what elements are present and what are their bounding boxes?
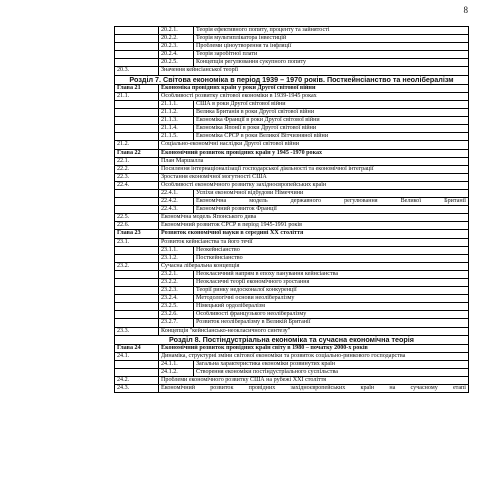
- toc-row: [115, 67, 469, 75]
- section-row: [115, 75, 469, 84]
- item-title: Економічний розвиток провідних західноєвропейських країн на сучасному етапі: [159, 385, 469, 393]
- spacer-cell: [115, 59, 159, 67]
- spacer-cell: [115, 133, 159, 141]
- chapter-number: Глава 21: [115, 84, 159, 92]
- item-number: 24.3.: [115, 385, 159, 393]
- toc-row: [115, 59, 469, 67]
- subitem-title: Посткейнсіанство: [194, 254, 469, 262]
- subitem-number: 21.1.5.: [159, 133, 194, 141]
- toc-row: [115, 198, 469, 206]
- subitem-number: 23.2.3.: [159, 287, 194, 295]
- item-number: 23.3.: [115, 327, 159, 335]
- toc-row: [115, 361, 469, 369]
- subitem-number: 23.2.2.: [159, 279, 194, 287]
- spacer-cell: [115, 319, 159, 327]
- spacer-cell: [115, 27, 159, 35]
- chapter-title: Економічний розвиток провідних країн у 1945 -1970 роках: [159, 149, 469, 157]
- toc-row: [115, 100, 469, 108]
- subitem-title: Німецький ордолібералізм: [194, 303, 469, 311]
- spacer-cell: [115, 206, 159, 214]
- subitem-title: Створення економіки постіндустріального суспільства: [194, 369, 469, 377]
- toc-row: [115, 117, 469, 125]
- subitem-title: Теорії ринку недосконалої конкуренції: [194, 287, 469, 295]
- item-number: 24.2.: [115, 377, 159, 385]
- subitem-title: Неокейнсіанство: [194, 246, 469, 254]
- spacer-cell: [115, 311, 159, 319]
- spacer-cell: [115, 189, 159, 197]
- item-title: Особливості розвитку світової економіки в 1939-1945 роках: [159, 92, 469, 100]
- item-number: 22.1.: [115, 157, 159, 165]
- toc-row: [115, 35, 469, 43]
- subitem-number: 23.2.1.: [159, 270, 194, 278]
- toc-row: [115, 254, 469, 262]
- toc-row: [115, 165, 469, 173]
- toc-row: [115, 327, 469, 335]
- item-title: Концепція "кейнсіансько-неокласичного синтезу": [159, 327, 469, 335]
- subitem-number: 24.1.1.: [159, 361, 194, 369]
- toc-row: [115, 385, 469, 393]
- toc-row: [115, 43, 469, 51]
- subitem-number: 20.2.2.: [159, 35, 194, 43]
- item-title: Сучасна ліберальна концепція: [159, 262, 469, 270]
- toc-row: [115, 173, 469, 181]
- spacer-cell: [115, 51, 159, 59]
- chapter-row: [115, 149, 469, 157]
- subitem-title: Економіка СРСР в роки Великої Вітчизняної війни: [194, 133, 469, 141]
- toc-row: [115, 206, 469, 214]
- chapter-title: Економіка провідних країн у роки Другої світової війни: [159, 84, 469, 92]
- toc-row: [115, 238, 469, 246]
- spacer-cell: [115, 117, 159, 125]
- spacer-cell: [115, 198, 159, 206]
- item-number: 23.1.: [115, 238, 159, 246]
- toc-row: [115, 262, 469, 270]
- subitem-title: Велика Британія в роки Другої світової війни: [194, 109, 469, 117]
- chapter-row: [115, 230, 469, 238]
- toc-row: [115, 295, 469, 303]
- subitem-number: 22.4.2.: [159, 198, 194, 206]
- chapter-number: Глава 22: [115, 149, 159, 157]
- chapter-number: Глава 24: [115, 344, 159, 352]
- section-title: Розділ 7. Світова економіка в період 1939 – 1970 років. Посткейнсіанство та неолібералізм: [115, 75, 469, 84]
- subitem-title: Проблеми ціноутворення та інфляції: [194, 43, 469, 51]
- toc-row: [115, 287, 469, 295]
- subitem-number: 23.1.1.: [159, 246, 194, 254]
- item-title: Проблеми економічного розвитку США на рубежі XXI століття: [159, 377, 469, 385]
- subitem-number: 23.2.5.: [159, 303, 194, 311]
- item-title: Зростання економічної могутності США: [159, 173, 469, 181]
- subitem-title: Концепція регулювання сукупного попиту: [194, 59, 469, 67]
- subitem-title: Економічний розвиток Франції: [194, 206, 469, 214]
- item-title: План Маршалла: [159, 157, 469, 165]
- toc-row: [115, 246, 469, 254]
- toc-row: [115, 51, 469, 59]
- subitem-number: 24.1.2.: [159, 369, 194, 377]
- item-title: Економічна модель Японського дива: [159, 214, 469, 222]
- item-number: 22.4.: [115, 181, 159, 189]
- subitem-title: Методологічні основи неолібералізму: [194, 295, 469, 303]
- toc-row: [115, 222, 469, 230]
- subitem-number: 21.1.1.: [159, 100, 194, 108]
- toc-row: [115, 319, 469, 327]
- spacer-cell: [115, 303, 159, 311]
- subitem-title: Неокласичні теорії економічного зростання: [194, 279, 469, 287]
- subitem-number: 20.2.3.: [159, 43, 194, 51]
- item-number: 22.2.: [115, 165, 159, 173]
- subitem-title: Загальна характеристика економіки розвинутих країн: [194, 361, 469, 369]
- toc-row: [115, 181, 469, 189]
- toc-row: [115, 189, 469, 197]
- spacer-cell: [115, 254, 159, 262]
- table-of-contents: [114, 26, 469, 393]
- subitem-title: Економічна модель державного регулювання Великої Британії: [194, 198, 469, 206]
- toc-row: [115, 311, 469, 319]
- spacer-cell: [115, 125, 159, 133]
- page-number: 8: [463, 5, 468, 15]
- spacer-cell: [115, 35, 159, 43]
- toc-row: [115, 109, 469, 117]
- toc-row: [115, 141, 469, 149]
- subitem-title: Теорія ефективного попиту, проценту та зайнятості: [194, 27, 469, 35]
- spacer-cell: [115, 100, 159, 108]
- spacer-cell: [115, 361, 159, 369]
- item-number: 20.3.: [115, 67, 159, 75]
- subitem-number: 21.1.4.: [159, 125, 194, 133]
- toc-row: [115, 369, 469, 377]
- toc-row: [115, 279, 469, 287]
- toc-row: [115, 157, 469, 165]
- toc-row: [115, 27, 469, 35]
- subitem-title: Успіхи економічної відбудови Німеччини: [194, 189, 469, 197]
- subitem-title: США в роки Другої світової війни: [194, 100, 469, 108]
- spacer-cell: [115, 109, 159, 117]
- chapter-number: Глава 23: [115, 230, 159, 238]
- spacer-cell: [115, 279, 159, 287]
- subitem-number: 20.2.5.: [159, 59, 194, 67]
- subitem-title: Економіка Японії в роки Другої світової війни: [194, 125, 469, 133]
- subitem-number: 23.2.6.: [159, 311, 194, 319]
- subitem-title: Теорія заробітної плати: [194, 51, 469, 59]
- item-number: 21.2.: [115, 141, 159, 149]
- toc-row: [115, 125, 469, 133]
- toc-row: [115, 133, 469, 141]
- subitem-title: Неокласичний напрям в епоху панування кейнсіанства: [194, 270, 469, 278]
- spacer-cell: [115, 369, 159, 377]
- subitem-number: 21.1.2.: [159, 109, 194, 117]
- toc-row: [115, 270, 469, 278]
- spacer-cell: [115, 43, 159, 51]
- item-title: Економічний розвиток СРСР в період 1945-1991 років: [159, 222, 469, 230]
- chapter-title: Економічний розвиток провідних країн світу в 1980 – початку 2000-х років: [159, 344, 469, 352]
- toc-row: [115, 352, 469, 360]
- subitem-title: Теорія мультиплікатора інвестицій: [194, 35, 469, 43]
- subitem-number: 20.2.1.: [159, 27, 194, 35]
- item-title: Посилення інтернаціоналізації господарської діяльності та економічної інтеграції: [159, 165, 469, 173]
- chapter-row: [115, 84, 469, 92]
- toc-row: [115, 214, 469, 222]
- item-number: 22.5.: [115, 214, 159, 222]
- section-title: Розділ 8. Постіндустріальна економіка та сучасна економічна теорія: [115, 335, 469, 344]
- item-title: Особливості економічного розвитку західноєвропейських країн: [159, 181, 469, 189]
- subitem-number: 23.1.2.: [159, 254, 194, 262]
- item-number: 21.1.: [115, 92, 159, 100]
- subitem-number: 22.4.1.: [159, 189, 194, 197]
- subitem-title: Економіка Франції в роки Другої світової війни: [194, 117, 469, 125]
- item-title: Динаміка, структурні зміни світової економіки та розвиток соціально-ринкового господарства: [159, 352, 469, 360]
- spacer-cell: [115, 287, 159, 295]
- item-title: Соціально-економічні наслідки Другої світової війни: [159, 141, 469, 149]
- toc-body: [115, 27, 469, 393]
- item-number: 22.6.: [115, 222, 159, 230]
- spacer-cell: [115, 295, 159, 303]
- chapter-row: [115, 344, 469, 352]
- spacer-cell: [115, 270, 159, 278]
- toc-row: [115, 303, 469, 311]
- chapter-title: Розвиток економічної науки в середині XX століття: [159, 230, 469, 238]
- item-title: Розвиток кейнсіанства та його течії: [159, 238, 469, 246]
- item-number: 23.2.: [115, 262, 159, 270]
- subitem-number: 20.2.4.: [159, 51, 194, 59]
- item-number: 22.3.: [115, 173, 159, 181]
- subitem-number: 21.1.3.: [159, 117, 194, 125]
- item-title: Значення кейнсіанської теорії: [159, 67, 469, 75]
- subitem-number: 23.2.7.: [159, 319, 194, 327]
- subitem-title: Особливості французького неолібералізму: [194, 311, 469, 319]
- subitem-number: 22.4.3.: [159, 206, 194, 214]
- item-number: 24.1.: [115, 352, 159, 360]
- spacer-cell: [115, 246, 159, 254]
- toc-row: [115, 377, 469, 385]
- section-row: [115, 335, 469, 344]
- toc-row: [115, 92, 469, 100]
- subitem-number: 23.2.4.: [159, 295, 194, 303]
- subitem-title: Розвиток неолібералізму в Великій Британії: [194, 319, 469, 327]
